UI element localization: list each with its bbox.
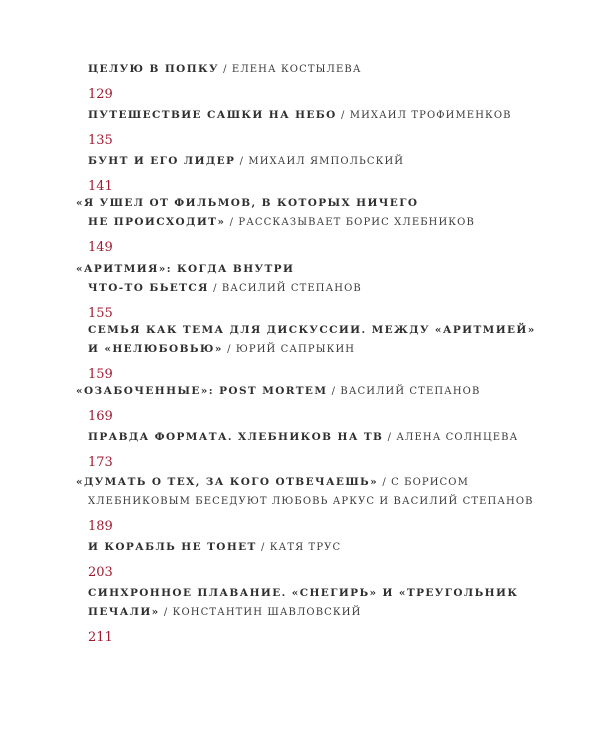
toc-entry[interactable]	[88, 540, 548, 580]
entry-title: «АРИТМИЯ»: КОГДА ВНУТРИ	[76, 263, 295, 275]
toc-entry[interactable]	[76, 262, 548, 321]
entry-title-line	[88, 323, 548, 338]
entry-author: / МИХАИЛ ТРОФИМЕНКОВ	[336, 110, 512, 121]
page-number: 203	[88, 565, 113, 580]
page-number: 155	[88, 306, 113, 321]
toc-entry[interactable]	[88, 430, 548, 470]
entry-title: НЕ ПРОИСХОДИТ»	[88, 216, 226, 228]
entry-title-line	[88, 281, 548, 296]
toc-entry[interactable]	[76, 196, 548, 255]
entry-author: / ВАСИЛИЙ СТЕПАНОВ	[327, 386, 481, 397]
entry-author: / С БОРИСОМ	[378, 477, 469, 488]
toc-entry[interactable]	[88, 154, 548, 194]
page-number: 169	[88, 409, 113, 424]
page-number: 135	[88, 133, 113, 148]
entry-title: ПЕЧАЛИ»	[88, 606, 160, 618]
entry-title: «ОЗАБОЧЕННЫЕ»: POST MORTEM	[76, 385, 328, 397]
entry-title-line	[76, 475, 548, 490]
entry-title: «Я УШЕЛ ОТ ФИЛЬМОВ, В КОТОРЫХ НИЧЕГО	[76, 197, 419, 209]
entry-title-line	[76, 196, 548, 211]
entry-title-line	[88, 605, 548, 620]
entry-author: / КОНСТАНТИН ШАВЛОВСКИЙ	[159, 607, 362, 618]
entry-title: ЦЕЛУЮ В ПОПКУ	[88, 63, 219, 75]
entry-title-line	[76, 384, 548, 399]
entry-author: / РАССКАЗЫВАЕТ БОРИС ХЛЕБНИКОВ	[225, 217, 475, 228]
entry-author: / МИХАИЛ ЯМПОЛЬСКИЙ	[235, 156, 405, 167]
entry-author: / ЮРИЙ САПРЫКИН	[222, 344, 356, 355]
page-number: 149	[88, 240, 113, 255]
entry-title-line	[88, 108, 548, 123]
toc-entry[interactable]	[88, 323, 548, 382]
page-number: 159	[88, 367, 113, 382]
page-number: 129	[88, 87, 113, 102]
entry-title-line	[88, 342, 548, 357]
toc-entry[interactable]	[88, 62, 548, 102]
entry-title: ЧТО-ТО БЬЕТСЯ	[88, 282, 209, 294]
entry-title-line	[88, 215, 548, 230]
entry-author: / КАТЯ ТРУС	[256, 542, 342, 553]
entry-title: СЕМЬЯ КАК ТЕМА ДЛЯ ДИСКУССИИ. МЕЖДУ «АРИТМИЕЙ»	[88, 324, 536, 336]
entry-title-line	[88, 430, 548, 445]
entry-title-line	[88, 494, 548, 509]
entry-title: ПРАВДА ФОРМАТА. ХЛЕБНИКОВ НА ТВ	[88, 431, 384, 443]
page-number: 211	[88, 630, 113, 645]
toc-entry[interactable]	[76, 475, 548, 534]
entry-title-line	[88, 586, 548, 601]
entry-title: БУНТ И ЕГО ЛИДЕР	[88, 155, 236, 167]
entry-title: ПУТЕШЕСТВИЕ САШКИ НА НЕБО	[88, 109, 337, 121]
entry-title-line	[88, 154, 548, 169]
toc-entry[interactable]	[76, 384, 548, 424]
toc-entry[interactable]	[88, 108, 548, 148]
entry-title: СИНХРОННОЕ ПЛАВАНИЕ. «СНЕГИРЬ» И «ТРЕУГОЛЬНИК	[88, 587, 519, 599]
entry-title-line	[88, 540, 548, 555]
entry-author: / ВАСИЛИЙ СТЕПАНОВ	[208, 283, 362, 294]
entry-title: «ДУМАТЬ О ТЕХ, ЗА КОГО ОТВЕЧАЕШЬ»	[76, 476, 379, 488]
entry-title: И КОРАБЛЬ НЕ ТОНЕТ	[88, 541, 257, 553]
entry-title-line	[76, 262, 548, 277]
page-number: 141	[88, 179, 113, 194]
toc-entry[interactable]	[88, 586, 548, 645]
entry-title-line	[88, 62, 548, 77]
entry-author: / АЛЕНА СОЛНЦЕВА	[383, 432, 519, 443]
entry-author: / ЕЛЕНА КОСТЫЛЕВА	[218, 64, 362, 75]
page-number: 189	[88, 519, 113, 534]
entry-author: ХЛЕБНИКОВЫМ БЕСЕДУЮТ ЛЮБОВЬ АРКУС И ВАСИЛИЙ СТЕПАНОВ	[88, 496, 534, 507]
entry-title: И «НЕЛЮБОВЬЮ»	[88, 343, 223, 355]
page-number: 173	[88, 455, 113, 470]
